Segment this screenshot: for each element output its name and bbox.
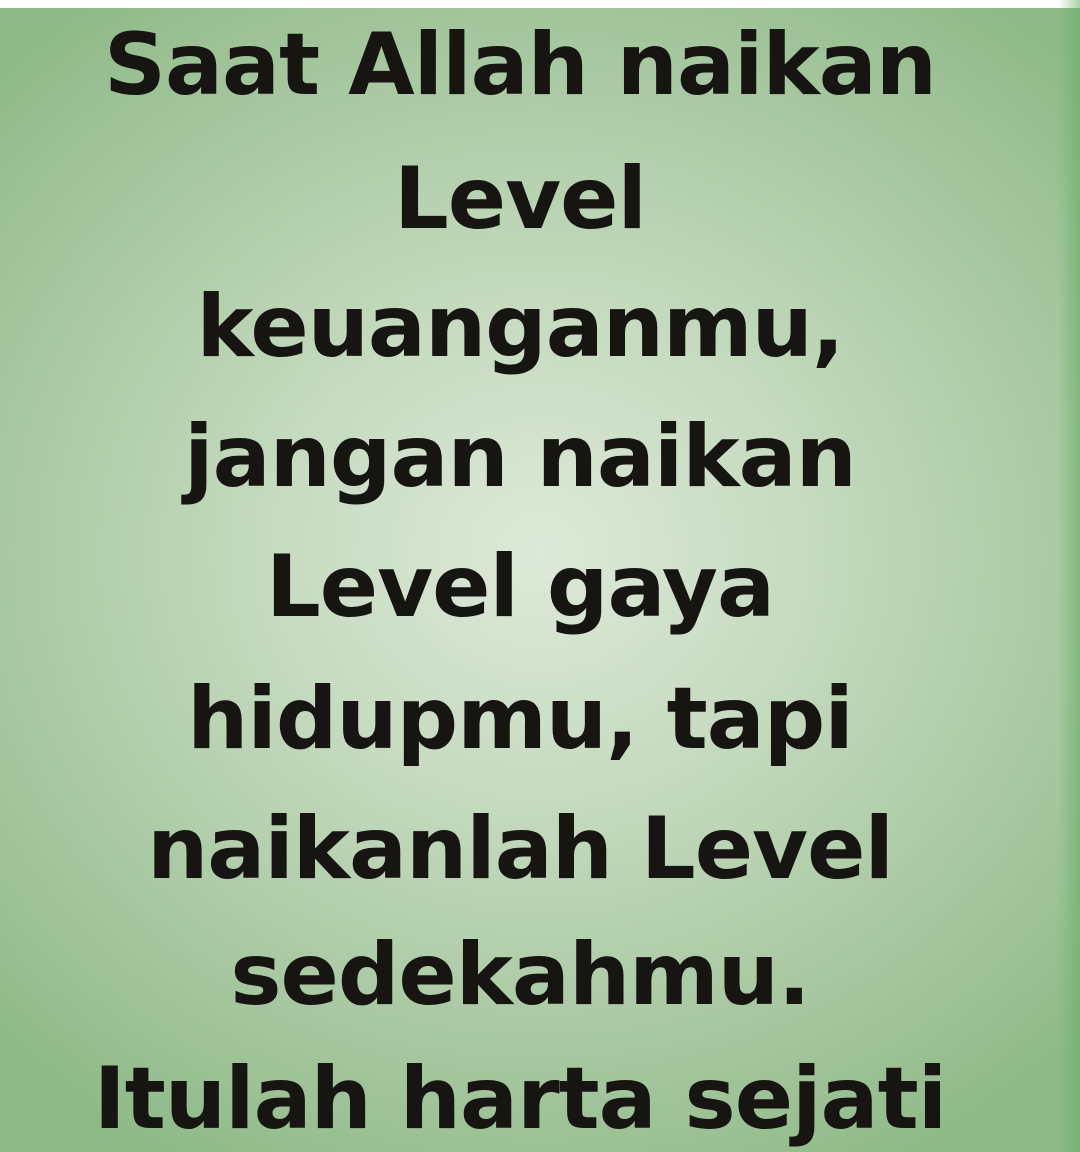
quote-line-4: jangan naikan <box>184 407 856 507</box>
quote-line-9: Itulah harta sejati <box>93 1049 947 1149</box>
quote-line-3: keuanganmu, <box>196 277 844 377</box>
quote-line-1: Saat Allah naikan <box>104 15 936 115</box>
quote-line-5: Level gaya <box>266 537 774 637</box>
quote-line-6: hidupmu, tapi <box>187 669 853 769</box>
quote-line-2: Level <box>394 149 646 249</box>
quote-line-8: sedekahmu. <box>230 925 810 1025</box>
quote-line-7: naikanlah Level <box>147 799 893 899</box>
